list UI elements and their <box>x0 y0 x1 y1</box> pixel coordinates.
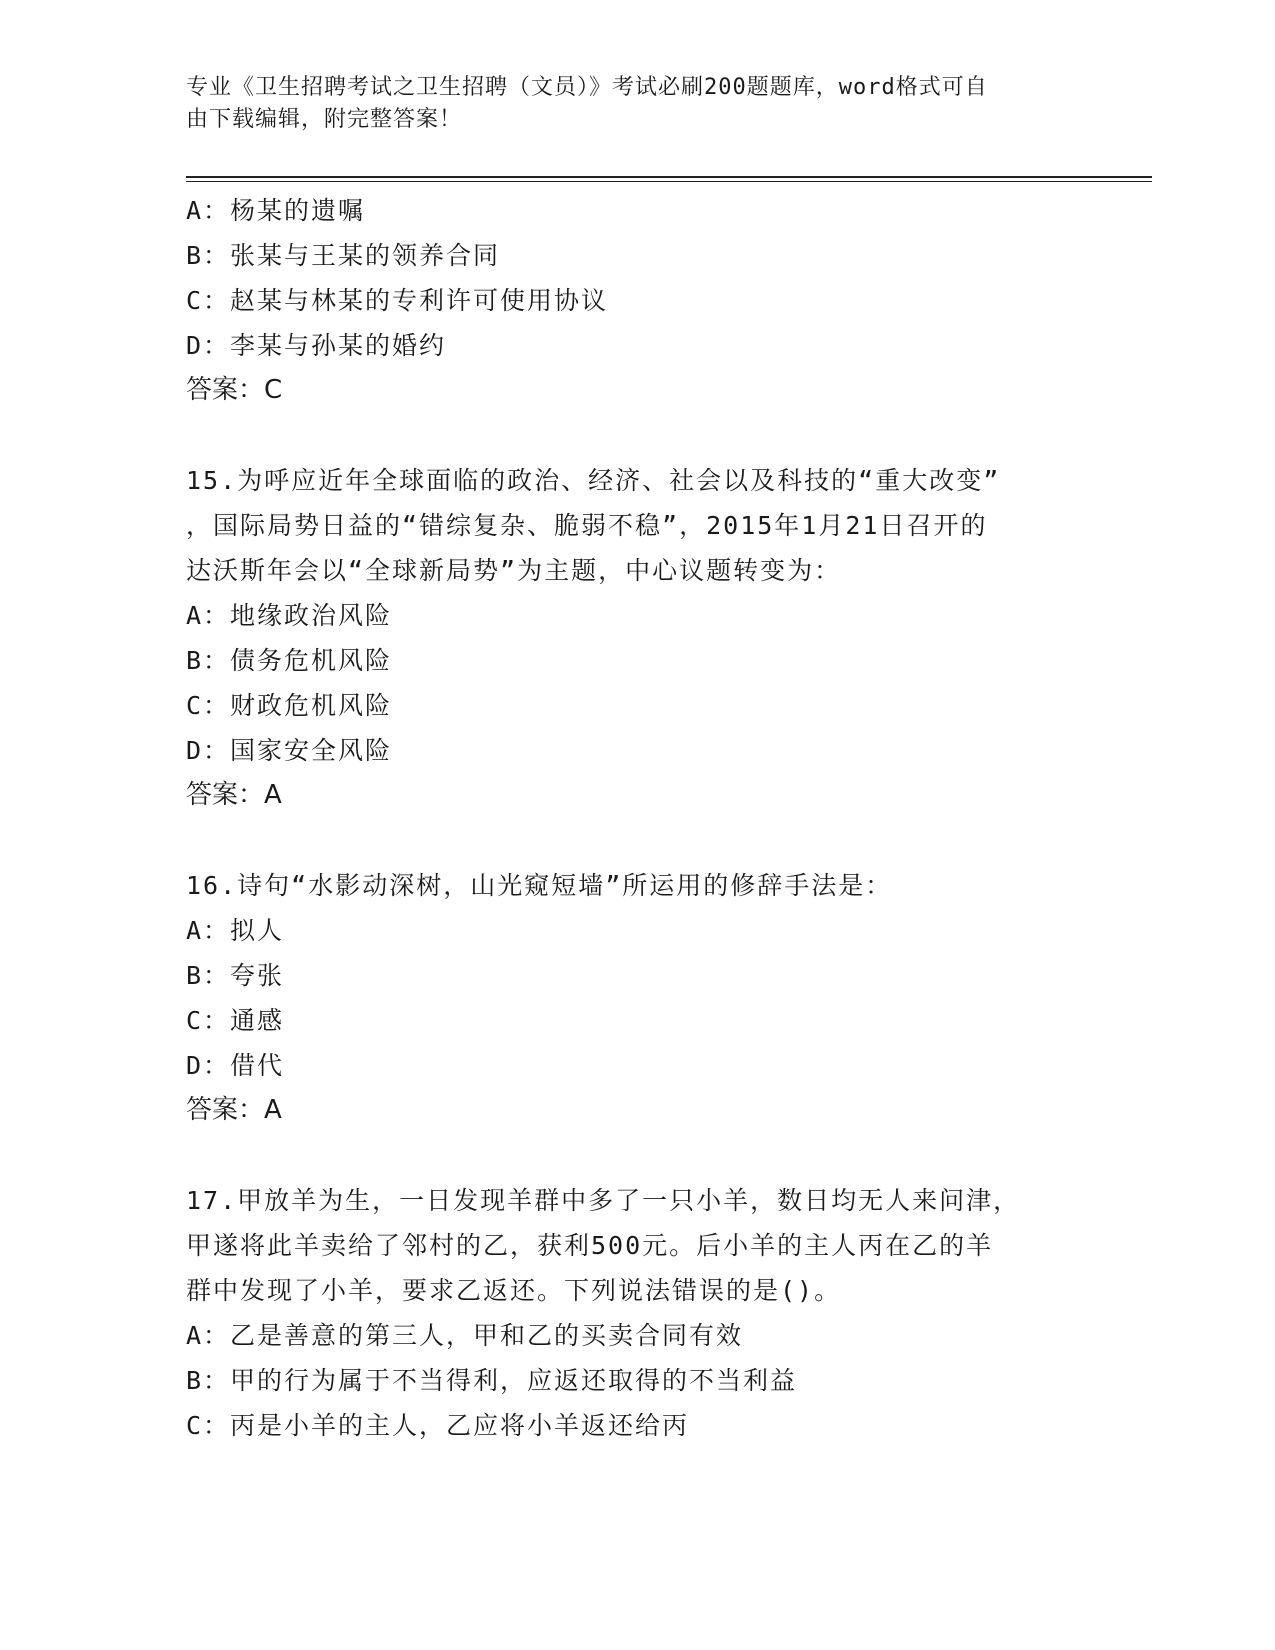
option-a: A：拟人 <box>186 916 285 945</box>
answer: 答案：C <box>186 375 283 405</box>
option-a: A：地缘政治风险 <box>186 601 393 630</box>
option-b: B：张某与王某的领养合同 <box>186 241 501 270</box>
option-c: C：赵某与林某的专利许可使用协议 <box>186 286 609 315</box>
header-divider-thick <box>186 176 1152 178</box>
option-d: D：国家安全风险 <box>186 736 393 765</box>
question-text-line: 达沃斯年会以“全球新局势”为主题，中心议题转变为： <box>186 556 842 585</box>
spacer <box>186 413 1086 458</box>
option-c: C：财政危机风险 <box>186 691 393 720</box>
question-list <box>186 188 1086 1448</box>
option-d: D：借代 <box>186 1051 285 1080</box>
question-14 <box>186 188 1086 413</box>
option-d: D：李某与孙某的婚约 <box>186 331 447 360</box>
question-text-line: 15.为呼应近年全球面临的政治、经济、社会以及科技的“重大改变” <box>186 466 1001 495</box>
option-c: C：通感 <box>186 1006 285 1035</box>
header-line-1: 专业《卫生招聘考试之卫生招聘（文员）》考试必刷200题题库，word格式可自 <box>186 75 988 100</box>
question-16 <box>186 863 1086 1133</box>
question-text-line: 群中发现了小羊，要求乙返还。下列说法错误的是()。 <box>186 1276 842 1305</box>
header-line-2: 由下载编辑，附完整答案！ <box>186 107 463 132</box>
option-b: B：甲的行为属于不当得利，应返还取得的不当利益 <box>186 1366 798 1395</box>
question-text-line: 甲遂将此羊卖给了邻村的乙，获利500元。后小羊的主人丙在乙的羊 <box>186 1231 994 1260</box>
option-b: B：夸张 <box>186 961 285 990</box>
answer: 答案：A <box>186 1095 282 1125</box>
answer: 答案：A <box>186 780 282 810</box>
option-c: C：丙是小羊的主人，乙应将小羊返还给丙 <box>186 1411 690 1440</box>
option-a: A：杨某的遗嘱 <box>186 196 366 225</box>
document-header <box>186 72 1066 136</box>
spacer <box>186 1133 1086 1178</box>
spacer <box>186 818 1086 863</box>
header-divider-thin <box>186 181 1152 182</box>
question-15 <box>186 458 1086 818</box>
question-text-line: 17.甲放羊为生，一日发现羊群中多了一只小羊，数日均无人来问津， <box>186 1186 1021 1215</box>
question-17 <box>186 1178 1086 1448</box>
question-text-line: ，国际局势日益的“错综复杂、脆弱不稳”，2015年1月21日召开的 <box>186 511 988 540</box>
option-b: B：债务危机风险 <box>186 646 393 675</box>
question-text-line: 16.诗句“水影动深树，山光窥短墙”所运用的修辞手法是： <box>186 871 893 900</box>
option-a: A：乙是善意的第三人，甲和乙的买卖合同有效 <box>186 1321 744 1350</box>
